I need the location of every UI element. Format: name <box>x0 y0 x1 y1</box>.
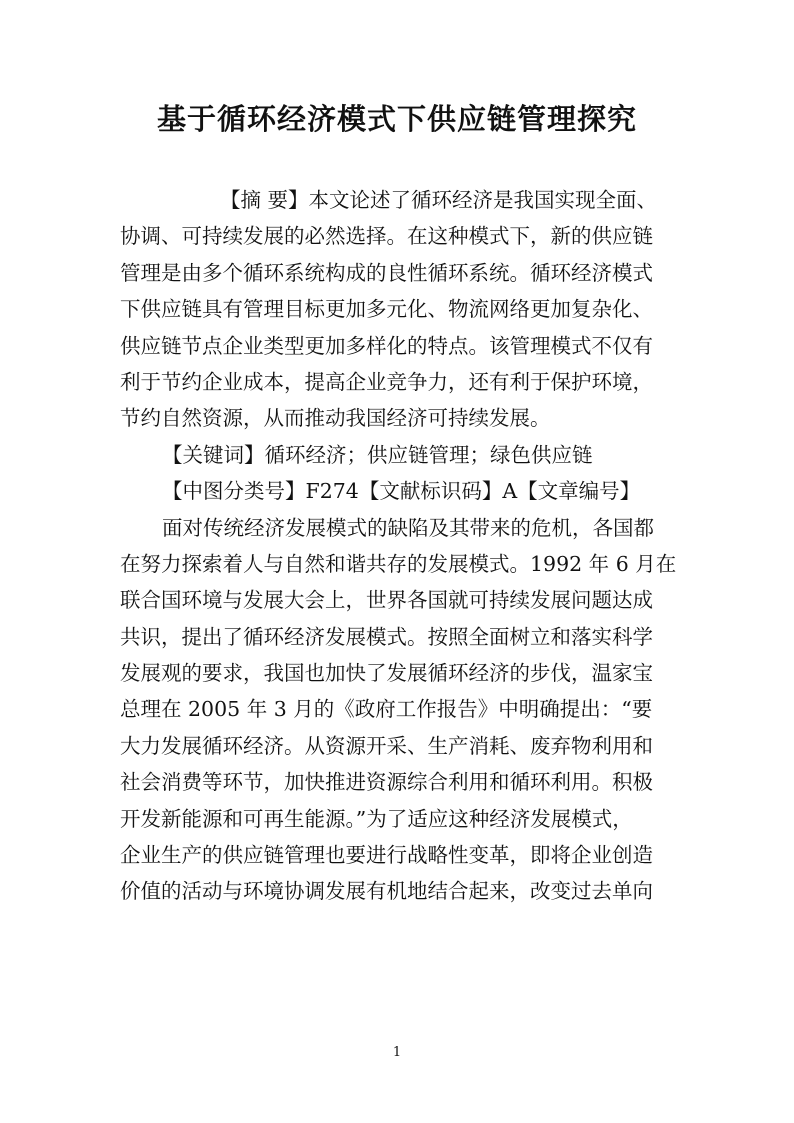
document-title: 基于循环经济模式下供应链管理探究 <box>156 102 637 136</box>
body-line: 价值的活动与环境协调发展有机地结合起来，改变过去单向 <box>120 879 653 904</box>
document-body <box>120 182 680 910</box>
abstract-line: 协调、可持续发展的必然选择。在这种模式下，新的供应链 <box>120 224 653 249</box>
body-line: 总理在 2005 年 3 月的《政府工作报告》中明确提出：“要 <box>120 697 653 722</box>
body-line: 开发新能源和可再生能源。”为了适应这种经济发展模式， <box>120 806 633 831</box>
body-line: 企业生产的供应链管理也要进行战略性变革，即将企业创造 <box>120 843 653 868</box>
abstract-line: 节约自然资源，从而推动我国经济可持续发展。 <box>120 406 551 431</box>
abstract-line: 管理是由多个循环系统构成的良性循环系统。循环经济模式 <box>120 260 653 285</box>
classification-line: 【中图分类号】F274【文献标识码】A【文章编号】 <box>162 479 641 504</box>
body-line: 共识，提出了循环经济发展模式。按照全面树立和落实科学 <box>120 624 653 649</box>
abstract-line: 供应链节点企业类型更加多样化的特点。该管理模式不仅有 <box>120 333 653 358</box>
body-line: 发展观的要求，我国也加快了发展循环经济的步伐，温家宝 <box>120 661 653 686</box>
body-line: 联合国环境与发展大会上，世界各国就可持续发展问题达成 <box>120 588 653 613</box>
abstract-line: 利于节约企业成本，提高企业竞争力，还有利于保护环境， <box>120 369 653 394</box>
abstract-line: 【摘 要】本文论述了循环经济是我国实现全面、 <box>220 188 658 212</box>
page-number: 1 <box>392 1045 402 1060</box>
body-line: 面对传统经济发展模式的缺陷及其带来的危机，各国都 <box>162 515 654 540</box>
body-line: 在努力探索着人与自然和谐共存的发展模式。1992 年 6 月在 <box>120 551 677 576</box>
body-line: 社会消费等环节，加快推进资源综合利用和循环利用。积极 <box>120 770 653 795</box>
abstract-line: 下供应链具有管理目标更加多元化、物流网络更加复杂化、 <box>120 297 653 322</box>
body-line: 大力发展循环经济。从资源开采、生产消耗、废弃物利用和 <box>120 733 653 758</box>
keywords-line: 【关键词】循环经济；供应链管理；绿色供应链 <box>162 442 593 467</box>
